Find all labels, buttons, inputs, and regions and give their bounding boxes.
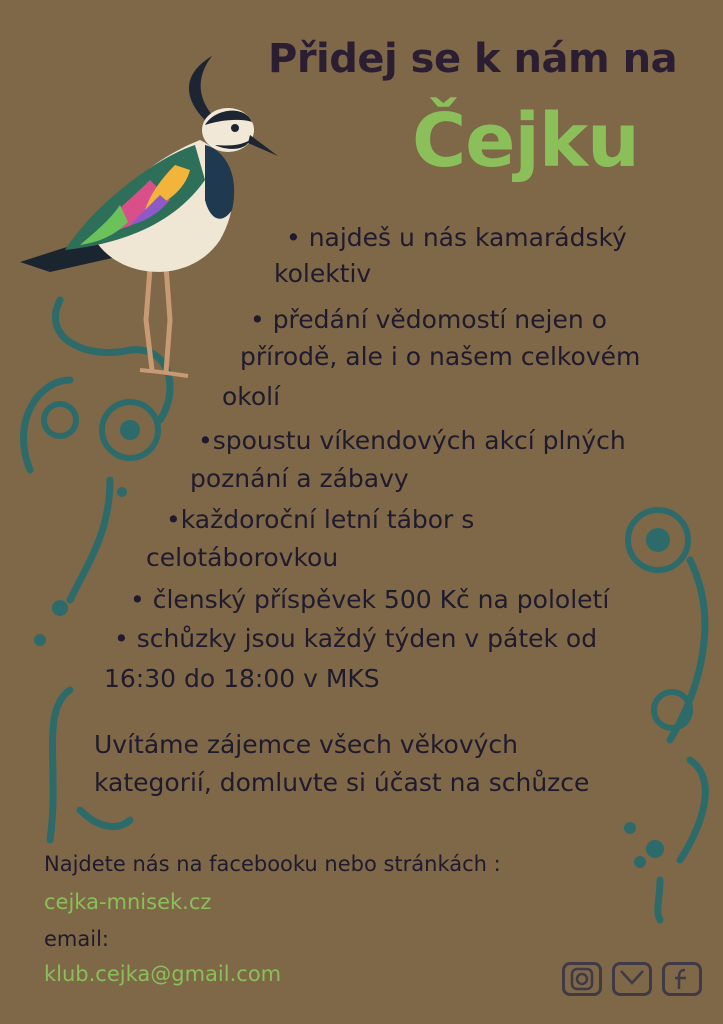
contact-intro: Najdete nás na facebooku nebo stránkách : — [44, 852, 501, 876]
bullet-item-line: přírodě, ale i o našem celkovém — [240, 342, 641, 371]
facebook-icon[interactable] — [662, 962, 702, 996]
email-link[interactable]: klub.cejka@gmail.com — [44, 962, 282, 986]
bullet-item-line: celotáborovkou — [146, 543, 339, 572]
welcome-text-line1: Uvítáme zájemce všech věkových — [94, 730, 519, 759]
email-icon[interactable] — [612, 962, 652, 996]
bullet-item-line: kolektiv — [274, 259, 372, 288]
bullet-item-line: 16:30 do 18:00 v MKS — [104, 664, 380, 693]
bullet-item-line: • schůzky jsou každý týden v pátek od — [114, 624, 598, 653]
welcome-text-line2: kategorií, domluvte si účast na schůzce — [94, 768, 590, 797]
headline-line1: Přidej se k nám na — [268, 36, 678, 82]
bullet-item-line: • najdeš u nás kamarádský — [286, 223, 627, 252]
website-link[interactable]: cejka-mnisek.cz — [44, 890, 212, 914]
bullet-item-line: • předání vědomostí nejen o — [250, 305, 607, 334]
bullet-item-line: •každoroční letní tábor s — [166, 505, 475, 534]
headline-club-name: Čejku — [412, 98, 639, 184]
bullet-item-line: poznání a zábavy — [190, 464, 409, 493]
bullet-item-line: okolí — [222, 382, 281, 411]
bullet-item-line: • členský příspěvek 500 Kč na pololetí — [130, 585, 610, 614]
instagram-icon[interactable] — [562, 962, 602, 996]
email-label: email: — [44, 927, 109, 951]
bullet-item-line: •spoustu víkendových akcí plných — [198, 426, 626, 455]
